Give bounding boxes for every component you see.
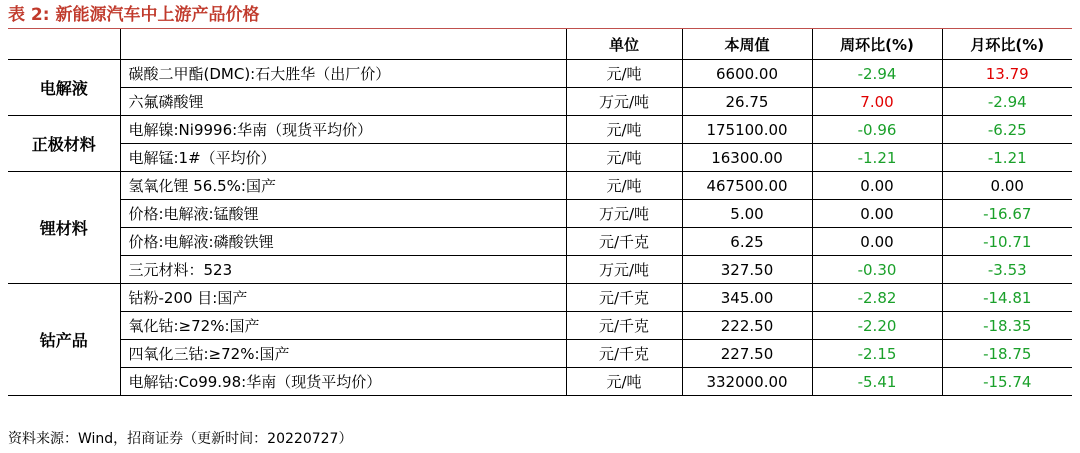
mom-cell: -14.81 (942, 284, 1072, 312)
mom-cell: -18.75 (942, 340, 1072, 368)
header-category (8, 29, 120, 60)
table-title: 表 2: 新能源汽车中上游产品价格 (8, 5, 260, 25)
unit-cell: 元/千克 (566, 312, 682, 340)
value-cell: 26.75 (682, 88, 812, 116)
value-cell: 327.50 (682, 256, 812, 284)
value-cell: 222.50 (682, 312, 812, 340)
mom-cell: -6.25 (942, 116, 1072, 144)
table-row (8, 144, 1072, 172)
wow-cell: -2.94 (812, 60, 942, 88)
wow-cell: 0.00 (812, 172, 942, 200)
price-table (8, 29, 1072, 396)
category-cell: 电解液 (8, 60, 120, 116)
header-mom: 月环比(%) (942, 29, 1072, 60)
table-row (8, 200, 1072, 228)
table-body (8, 60, 1072, 396)
wow-cell: -0.30 (812, 256, 942, 284)
header-wow: 周环比(%) (812, 29, 942, 60)
mom-cell: 0.00 (942, 172, 1072, 200)
table-row (8, 340, 1072, 368)
value-cell: 345.00 (682, 284, 812, 312)
table-row (8, 368, 1072, 396)
unit-cell: 元/千克 (566, 284, 682, 312)
unit-cell: 元/千克 (566, 228, 682, 256)
mom-cell: -3.53 (942, 256, 1072, 284)
value-cell: 5.00 (682, 200, 812, 228)
value-cell: 6600.00 (682, 60, 812, 88)
item-cell: 四氧化三钴:≥72%:国产 (120, 340, 566, 368)
source-note: 资料来源：Wind，招商证券（更新时间：20220727） (8, 431, 353, 447)
unit-cell: 元/吨 (566, 172, 682, 200)
table-row (8, 256, 1072, 284)
item-cell: 氧化钴:≥72%:国产 (120, 312, 566, 340)
wow-cell: -5.41 (812, 368, 942, 396)
table-row (8, 284, 1072, 312)
item-cell: 六氟磷酸锂 (120, 88, 566, 116)
value-cell: 227.50 (682, 340, 812, 368)
value-cell: 467500.00 (682, 172, 812, 200)
item-cell: 碳酸二甲酯(DMC):石大胜华（出厂价） (120, 60, 566, 88)
unit-cell: 元/千克 (566, 340, 682, 368)
wow-cell: 7.00 (812, 88, 942, 116)
item-cell: 氢氧化锂 56.5%:国产 (120, 172, 566, 200)
wow-cell: 0.00 (812, 228, 942, 256)
wow-cell: -2.82 (812, 284, 942, 312)
table-row (8, 60, 1072, 88)
mom-cell: -1.21 (942, 144, 1072, 172)
mom-cell: 13.79 (942, 60, 1072, 88)
wow-cell: 0.00 (812, 200, 942, 228)
unit-cell: 万元/吨 (566, 256, 682, 284)
wow-cell: -1.21 (812, 144, 942, 172)
item-cell: 电解镍:Ni9996:华南（现货平均价） (120, 116, 566, 144)
wow-cell: -2.20 (812, 312, 942, 340)
table-row (8, 228, 1072, 256)
table-row (8, 88, 1072, 116)
table-header-row (8, 29, 1072, 60)
mom-cell: -2.94 (942, 88, 1072, 116)
wow-cell: -0.96 (812, 116, 942, 144)
unit-cell: 元/吨 (566, 116, 682, 144)
mom-cell: -15.74 (942, 368, 1072, 396)
item-cell: 电解钴:Co99.98:华南（现货平均价） (120, 368, 566, 396)
value-cell: 16300.00 (682, 144, 812, 172)
table-row (8, 172, 1072, 200)
mom-cell: -16.67 (942, 200, 1072, 228)
item-cell: 价格:电解液:锰酸锂 (120, 200, 566, 228)
category-cell: 钴产品 (8, 284, 120, 396)
wow-cell: -2.15 (812, 340, 942, 368)
unit-cell: 万元/吨 (566, 88, 682, 116)
header-current: 本周值 (682, 29, 812, 60)
item-cell: 价格:电解液:磷酸铁锂 (120, 228, 566, 256)
item-cell: 三元材料：523 (120, 256, 566, 284)
category-cell: 正极材料 (8, 116, 120, 172)
header-unit: 单位 (566, 29, 682, 60)
category-cell: 锂材料 (8, 172, 120, 284)
item-cell: 电解锰:1#（平均价） (120, 144, 566, 172)
unit-cell: 万元/吨 (566, 200, 682, 228)
mom-cell: -18.35 (942, 312, 1072, 340)
item-cell: 钴粉-200 目:国产 (120, 284, 566, 312)
table-row (8, 116, 1072, 144)
value-cell: 6.25 (682, 228, 812, 256)
value-cell: 175100.00 (682, 116, 812, 144)
table-row (8, 312, 1072, 340)
unit-cell: 元/吨 (566, 144, 682, 172)
value-cell: 332000.00 (682, 368, 812, 396)
mom-cell: -10.71 (942, 228, 1072, 256)
header-item (120, 29, 566, 60)
unit-cell: 元/吨 (566, 60, 682, 88)
unit-cell: 元/吨 (566, 368, 682, 396)
